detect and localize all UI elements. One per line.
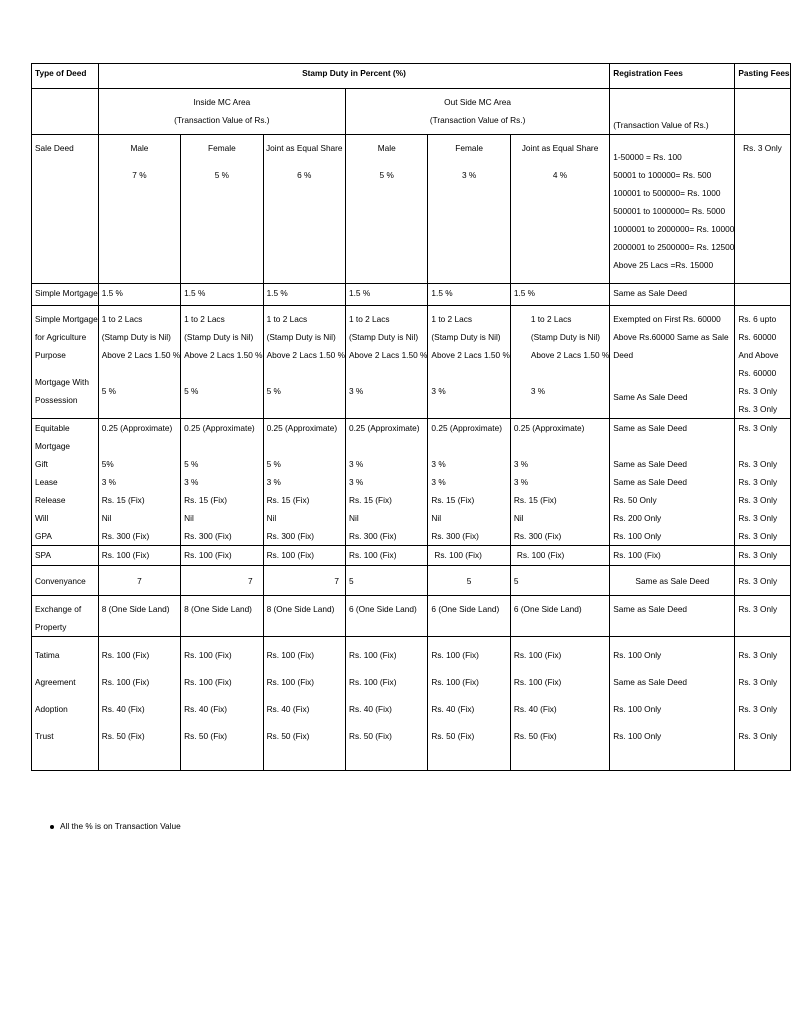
sale-deed-inside-joint — [263, 135, 345, 284]
cell-line: 4 % — [552, 170, 568, 180]
table-cell: 7 — [98, 566, 180, 596]
cell-line: Rs. 60000 — [738, 368, 777, 378]
table-cell: Rs. 100 (Fix) — [181, 546, 263, 566]
table-cell: 5 — [428, 566, 510, 596]
cell-line: Rs. 40 (Fix) — [431, 704, 475, 714]
cell-line: 0.25 (Approximate) — [184, 423, 255, 433]
cell-line: 5 % — [266, 386, 281, 396]
cell-line: Rs. 15 (Fix) — [431, 495, 475, 505]
cell-line: (Stamp Duty is Nil) — [184, 332, 254, 342]
cell-line: Rs. 300 (Fix) — [513, 531, 562, 541]
tail-pasting — [735, 637, 790, 771]
cell-line: Rs. 100 (Fix) — [101, 677, 150, 687]
cell-line: Purpose — [35, 350, 66, 360]
cell-line: Nil — [184, 513, 194, 523]
table-cell: 8 (One Side Land) — [98, 596, 180, 637]
cell-line: Equitable — [35, 423, 70, 433]
table-cell: 1.5 % — [181, 284, 263, 306]
row-label-tail — [32, 637, 99, 771]
cell-line: 6 % — [297, 170, 312, 180]
cell-line: 5 % — [266, 459, 281, 469]
cell-line: (Stamp Duty is Nil) — [101, 332, 171, 342]
cell-line: (Stamp Duty is Nil) — [530, 332, 600, 342]
tail-col-6 — [510, 637, 609, 771]
table-cell: 6 (One Side Land) — [510, 596, 609, 637]
cell-line: 3 % — [266, 477, 281, 487]
cell-line: Rs. 3 Only — [738, 459, 778, 469]
table-cell: 6 (One Side Land) — [428, 596, 510, 637]
cell-line: Above 2 Lacs 1.50 % — [530, 350, 610, 360]
table-cell: 1.5 % — [98, 284, 180, 306]
table-cell: 7 — [181, 566, 263, 596]
cell-line: 3 % — [348, 386, 364, 396]
cell-line: 5 % — [184, 459, 199, 469]
cell-line: 3 % — [348, 459, 364, 469]
cell-line: Rs. 3 Only — [738, 423, 778, 433]
cell-line: 1 to 2 Lacs — [348, 314, 390, 324]
cell-line: 5 % — [379, 170, 394, 180]
cell-line: Deed — [613, 350, 634, 360]
cell-line: Mortgage With — [35, 377, 89, 387]
header-type-of-deed: Type of Deed — [32, 64, 99, 89]
cell-line: Rs. 3 Only — [738, 677, 778, 687]
tail-col-3 — [263, 637, 345, 771]
group-pasting — [735, 419, 790, 546]
cell-line: Rs. 40 (Fix) — [101, 704, 145, 714]
cell-line: Rs. 100 (Fix) — [184, 650, 232, 660]
table-cell: 1.5 % — [428, 284, 510, 306]
cell-line: 500001 to 1000000= Rs. 5000 — [613, 206, 726, 216]
cell-line: Lease — [35, 477, 58, 487]
footnote-text: All the % is on Transaction Value — [60, 821, 181, 831]
cell-line — [184, 437, 262, 455]
cell-line: Agreement — [35, 677, 76, 687]
table-cell: Rs. 3 Only — [735, 566, 790, 596]
cell-line: 3 % — [431, 386, 446, 396]
cell-line: Rs. 100 (Fix) — [513, 677, 562, 687]
group-col-6 — [510, 419, 609, 546]
stamp-duty-table — [31, 63, 791, 771]
cell-line: (Stamp Duty is Nil) — [266, 332, 336, 342]
cell-line: Inside MC Area — [193, 97, 251, 107]
cell-line: Rs. 40 (Fix) — [266, 704, 310, 714]
cell-line: Rs. 15 (Fix) — [266, 495, 310, 505]
row-label-exchange — [32, 596, 99, 637]
cell-line: Rs. 3 Only — [738, 404, 778, 414]
cell-line — [514, 437, 609, 455]
cell-line: Nil — [348, 513, 359, 523]
group-registration — [610, 419, 735, 546]
cell-line: Rs. 3 Only — [738, 650, 778, 660]
cell-line: Rs. 60000 — [738, 332, 777, 342]
cell-line: Rs. 300 (Fix) — [348, 531, 397, 541]
table-cell: Rs. 100 (Fix) — [510, 546, 609, 566]
cell-line: 3 % — [184, 477, 199, 487]
cell-line: Rs. 100 Only — [613, 650, 662, 660]
cell-line: 1 to 2 Lacs — [101, 314, 143, 324]
cell-line: Rs. 100 (Fix) — [513, 650, 562, 660]
cell-line: Rs. 100 (Fix) — [431, 677, 479, 687]
cell-line: Rs. 3 Only — [738, 704, 778, 714]
cell-line: Male — [130, 143, 149, 153]
cell-line: Rs. 3 Only — [738, 386, 778, 396]
sale-deed-outside-female — [428, 135, 510, 284]
cell-line: 3 % — [513, 459, 529, 469]
table-cell: Rs. 3 Only — [735, 546, 790, 566]
table-cell: 6 (One Side Land) — [345, 596, 427, 637]
cell-line — [102, 437, 180, 455]
cell-line: 3 % — [513, 477, 529, 487]
cell-line: Tatima — [35, 650, 60, 660]
header-stamp-duty: Stamp Duty in Percent (%) — [98, 64, 610, 89]
cell-line: Simple Mortgage — [35, 314, 98, 324]
cell-line: 1000001 to 2000000= Rs. 10000 — [613, 224, 735, 234]
cell-line: Rs. 3 Only — [738, 731, 778, 741]
table-cell: 8 (One Side Land) — [263, 596, 345, 637]
cell-line: 3 % — [431, 459, 446, 469]
sale-deed-inside-female — [181, 135, 263, 284]
table-cell: Rs. 100 (Fix) — [98, 546, 180, 566]
cell-line: Above Rs.60000 Same as Sale — [613, 332, 729, 342]
cell-line: Rs. 200 Only — [613, 513, 662, 523]
agri-col-4 — [345, 306, 427, 419]
agri-pasting — [735, 306, 790, 419]
cell-line — [267, 437, 345, 455]
cell-line: 50001 to 100000= Rs. 500 — [613, 170, 712, 180]
tail-col-4 — [345, 637, 427, 771]
cell-line: Rs. 300 (Fix) — [184, 531, 232, 541]
cell-line: 7 % — [132, 170, 147, 180]
inside-mc-header — [98, 89, 345, 135]
table-cell: Rs. 3 Only — [735, 596, 790, 637]
cell-line: Nil — [266, 513, 277, 523]
cell-line: 5 % — [101, 386, 117, 396]
cell-line: Same As Sale Deed — [613, 392, 688, 402]
cell-line: Rs. 300 (Fix) — [101, 531, 150, 541]
cell-line: Will — [35, 513, 49, 523]
table-cell: 8 (One Side Land) — [181, 596, 263, 637]
cell-line: Possession — [35, 395, 78, 405]
cell-line: Rs. 50 (Fix) — [184, 731, 228, 741]
row-label-agri-mortgage — [32, 306, 99, 419]
cell-line: Rs. 6 upto — [738, 314, 777, 324]
cell-line: Exempted on First Rs. 60000 — [613, 314, 721, 324]
cell-line: Above 2 Lacs 1.50 % — [184, 350, 263, 360]
cell-line: Rs. 15 (Fix) — [348, 495, 392, 505]
header-pasting-fees: Pasting Fees — [735, 64, 790, 89]
cell-line: Rs. 3 Only — [738, 531, 778, 541]
row-label-sale-deed: Sale Deed — [32, 135, 99, 284]
bullet-icon — [50, 825, 54, 829]
cell-line — [738, 437, 789, 455]
cell-line: 1 to 2 Lacs — [431, 314, 472, 324]
cell-line: Nil — [101, 513, 112, 523]
cell-line: 3 % — [101, 477, 117, 487]
cell-line: Rs. 3 Only — [738, 495, 778, 505]
agri-registration — [610, 306, 735, 419]
cell-line: Mortgage — [35, 441, 71, 451]
group-col-2 — [181, 419, 263, 546]
cell-line — [349, 437, 427, 455]
cell-line: Rs. 100 (Fix) — [348, 677, 397, 687]
cell-line: Above 25 Lacs =Rs. 15000 — [613, 260, 714, 270]
cell-line: Rs. 50 (Fix) — [431, 731, 475, 741]
cell-line: Rs. 40 (Fix) — [348, 704, 392, 714]
cell-line: for Agriculture — [35, 332, 87, 342]
table-cell: Rs. 100 (Fix) — [610, 546, 735, 566]
cell-line: 1 to 2 Lacs — [530, 314, 572, 324]
cell-line: Rs. 100 Only — [613, 531, 662, 541]
cell-line: Above 2 Lacs 1.50 % — [431, 350, 510, 360]
row-label-group — [32, 419, 99, 546]
cell-line: Rs. 50 (Fix) — [266, 731, 310, 741]
cell-line: Joint as Equal Share — [521, 143, 599, 153]
group-col-1 — [98, 419, 180, 546]
table-cell: Same as Sale Deed — [610, 566, 735, 596]
cell-line: 100001 to 500000= Rs. 1000 — [613, 188, 721, 198]
cell-line: (Transaction Value of Rs.) — [174, 115, 270, 125]
sale-deed-registration — [610, 135, 735, 284]
cell-line: 5 % — [214, 170, 229, 180]
cell-line: Rs. 100 (Fix) — [266, 650, 315, 660]
cell-line: 3 % — [461, 170, 477, 180]
agri-col-2 — [181, 306, 263, 419]
cell-line: Above 2 Lacs 1.50 % — [101, 350, 181, 360]
cell-line — [613, 437, 734, 455]
cell-line: Nil — [431, 513, 442, 523]
cell-line: Rs. 100 (Fix) — [266, 677, 315, 687]
table-cell — [735, 284, 790, 306]
sale-deed-outside-male — [345, 135, 427, 284]
cell-line: 0.25 (Approximate) — [101, 423, 173, 433]
cell-line: Rs. 50 (Fix) — [513, 731, 557, 741]
cell-line: Rs. 100 (Fix) — [184, 677, 232, 687]
cell-line: Female — [208, 143, 236, 153]
cell-line: Rs. 40 (Fix) — [184, 704, 228, 714]
table-cell: 7 — [263, 566, 345, 596]
agri-col-1 — [98, 306, 180, 419]
cell-line: 1 to 2 Lacs — [266, 314, 308, 324]
cell-line: Joint as Equal Share — [265, 143, 343, 153]
cell-line: Exchange of — [35, 604, 82, 614]
cell-line: Same as Sale Deed — [613, 423, 688, 433]
table-cell: Rs. 100 (Fix) — [263, 546, 345, 566]
agri-col-5 — [428, 306, 510, 419]
table-cell: 1.5 % — [345, 284, 427, 306]
cell-line: Rs. 300 (Fix) — [431, 531, 479, 541]
cell-line: Same as Sale Deed — [613, 477, 688, 487]
cell-line: 2000001 to 2500000= Rs. 12500 — [613, 242, 735, 252]
cell-line: 1 to 2 Lacs — [184, 314, 225, 324]
table-cell: Rs. 100 (Fix) — [428, 546, 510, 566]
cell-line: 5% — [101, 459, 114, 469]
cell-line: Rs. 40 (Fix) — [513, 704, 557, 714]
cell-line: Male — [377, 143, 396, 153]
agri-col-3 — [263, 306, 345, 419]
group-col-4 — [345, 419, 427, 546]
cell-line: Above 2 Lacs 1.50 % — [348, 350, 428, 360]
row-label-spa: SPA — [32, 546, 99, 566]
tail-col-5 — [428, 637, 510, 771]
cell-line: Above 2 Lacs 1.50 % — [266, 350, 345, 360]
cell-line: 5 % — [184, 386, 199, 396]
agri-col-6 — [510, 306, 609, 419]
cell-line: Rs. 100 (Fix) — [348, 650, 397, 660]
table-cell: Rs. 100 (Fix) — [345, 546, 427, 566]
cell-line: Rs. 100 Only — [613, 704, 662, 714]
cell-line: Rs. 3 Only — [738, 513, 778, 523]
cell-line: Trust — [35, 731, 54, 741]
cell-line: And Above — [738, 350, 779, 360]
table-cell: 1.5 % — [510, 284, 609, 306]
cell-line: Female — [455, 143, 483, 153]
outside-mc-header — [345, 89, 609, 135]
tail-registration — [610, 637, 735, 771]
cell-line: 0.25 (Approximate) — [513, 423, 585, 433]
cell-line: Rs. 50 Only — [613, 495, 657, 505]
cell-line: Rs. 100 (Fix) — [101, 650, 150, 660]
group-col-3 — [263, 419, 345, 546]
row-label-simple-mortgage: Simple Mortgage — [32, 284, 99, 306]
cell-line: (Transaction Value of Rs.) — [429, 115, 526, 125]
cell-line: Rs. 300 (Fix) — [266, 531, 315, 541]
table-cell: 5 — [510, 566, 609, 596]
table-cell: 1.5 % — [263, 284, 345, 306]
cell-line: 1-50000 = Rs. 100 — [613, 152, 682, 162]
cell-line: Nil — [513, 513, 524, 523]
cell-line: Out Side MC Area — [444, 97, 512, 107]
cell-line: Rs. 15 (Fix) — [101, 495, 145, 505]
cell-line: GPA — [35, 531, 52, 541]
cell-line: 3 % — [530, 386, 546, 396]
cell-line: 0.25 (Approximate) — [348, 423, 420, 433]
cell-line: (Stamp Duty is Nil) — [431, 332, 501, 342]
registration-subheader: (Transaction Value of Rs.) — [610, 89, 735, 135]
cell-line: Rs. 100 Only — [613, 731, 662, 741]
cell-line: Rs. 100 (Fix) — [431, 650, 479, 660]
cell-line: Same as Sale Deed — [613, 677, 688, 687]
table-cell: 5 — [345, 566, 427, 596]
cell-line: Rs. 15 (Fix) — [184, 495, 228, 505]
footnote — [60, 821, 181, 831]
cell-line — [431, 437, 509, 455]
cell-line: Property — [35, 622, 67, 632]
cell-line: 0.25 (Approximate) — [431, 423, 502, 433]
cell-line: (Stamp Duty is Nil) — [348, 332, 419, 342]
cell-line: Same as Sale Deed — [613, 459, 688, 469]
cell-line: Adoption — [35, 704, 68, 714]
header-registration-fees: Registration Fees — [610, 64, 735, 89]
cell-line: Gift — [35, 459, 48, 469]
row-label-conveyance: Convenyance — [32, 566, 99, 596]
sale-deed-inside-male — [98, 135, 180, 284]
cell-line: Rs. 3 Only — [738, 477, 778, 487]
cell-line: Rs. 15 (Fix) — [513, 495, 557, 505]
sale-deed-outside-joint — [510, 135, 609, 284]
table-cell: Same as Sale Deed — [610, 284, 735, 306]
cell-line: 3 % — [431, 477, 446, 487]
cell-line: 0.25 (Approximate) — [266, 423, 338, 433]
group-col-5 — [428, 419, 510, 546]
tail-col-1 — [98, 637, 180, 771]
cell-line: Rs. 50 (Fix) — [348, 731, 392, 741]
table-cell: Same as Sale Deed — [610, 596, 735, 637]
cell-line: Rs. 50 (Fix) — [101, 731, 145, 741]
tail-col-2 — [181, 637, 263, 771]
sale-deed-pasting: Rs. 3 Only — [735, 135, 790, 284]
cell-line: 3 % — [348, 477, 364, 487]
cell-line: Release — [35, 495, 66, 505]
